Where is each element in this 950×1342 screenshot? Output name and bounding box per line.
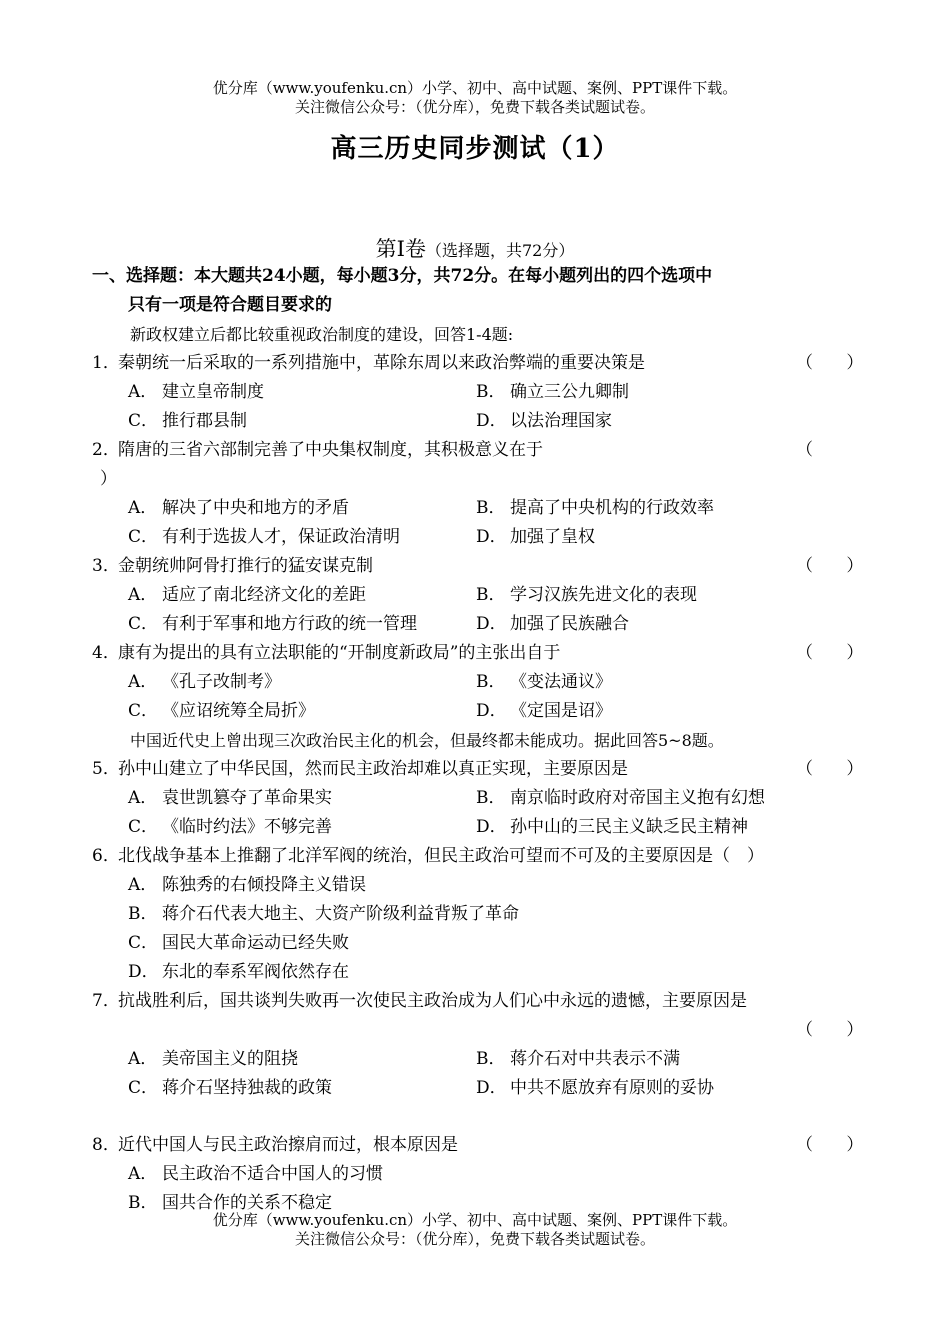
option-row (92, 871, 852, 900)
option-row (92, 929, 852, 958)
question-6 (92, 842, 852, 871)
header-line-2: 关注微信公众号：（优分库），免费下载各类试题试卷。 (294, 98, 655, 116)
option-a[interactable]: A． 适应了南北经济文化的差距 (128, 585, 366, 605)
option-b[interactable]: B． 确立三公九卿制 (476, 382, 629, 402)
question-number: 2． (92, 440, 120, 460)
answer-blank[interactable]: （ ） (796, 353, 878, 373)
option-c[interactable]: C． 国民大革命运动已经失败 (128, 933, 349, 953)
question-number: 4． (92, 643, 120, 663)
question-4 (92, 639, 878, 668)
option-row (92, 813, 852, 842)
page-header (0, 79, 950, 117)
option-c[interactable]: C． 《应诏统筹全局折》 (128, 701, 315, 721)
option-row (92, 494, 852, 523)
answer-blank[interactable]: （ ） (796, 1020, 878, 1040)
option-b[interactable]: B． 国共合作的关系不稳定 (128, 1193, 332, 1213)
question-text: 康有为提出的具有立法职能的“开制度新政局”的主张出自于 (118, 643, 561, 663)
answer-blank[interactable]: （ ） (796, 643, 878, 663)
option-a[interactable]: A． 民主政治不适合中国人的习惯 (128, 1164, 383, 1184)
answer-blank-close[interactable]: ） (100, 469, 117, 489)
option-c[interactable]: C． 蒋介石坚持独裁的政策 (128, 1078, 332, 1098)
option-row (92, 407, 852, 436)
blank-spacer (92, 1103, 852, 1131)
question-number: 3． (92, 556, 120, 576)
option-row (92, 958, 852, 987)
option-a[interactable]: A． 建立皇帝制度 (128, 382, 264, 402)
question-number: 6． (92, 846, 120, 866)
option-row (92, 900, 852, 929)
part-heading-line-1: 一、选择题：本大题共24小题，每小题3分，共72分。在每小题列出的四个选项中 (92, 266, 713, 286)
question-1 (92, 349, 878, 378)
question-number: 8． (92, 1135, 120, 1155)
question-number: 5． (92, 759, 120, 779)
option-row (92, 523, 852, 552)
header-line-1: 优分库（www.youfenku.cn）小学、初中、高中试题、案例、PPT课件下载。 (212, 79, 738, 97)
option-a[interactable]: A． 解决了中央和地方的矛盾 (128, 498, 349, 518)
question-number: 1． (92, 353, 120, 373)
page-footer (0, 1211, 950, 1249)
question-text: 隋唐的三省六部制完善了中央集权制度，其积极意义在于 (118, 440, 543, 460)
question-8 (92, 1131, 878, 1160)
footer-line-2: 关注微信公众号：（优分库），免费下载各类试题试卷。 (294, 1230, 655, 1248)
option-b[interactable]: B． 《变法通议》 (476, 672, 612, 692)
option-a[interactable]: A． 《孔子改制考》 (128, 672, 281, 692)
option-c[interactable]: C． 《临时约法》不够完善 (128, 817, 332, 837)
option-d[interactable]: D． 中共不愿放弃有原则的妥协 (476, 1078, 714, 1098)
question-text: 抗战胜利后，国共谈判失败再一次使民主政治成为人们心中永远的遗憾，主要原因是 (118, 991, 747, 1011)
question-text: 近代中国人与民主政治擦肩而过，根本原因是 (118, 1135, 458, 1155)
option-row (92, 610, 852, 639)
option-row (92, 668, 852, 697)
question-text: 北伐战争基本上推翻了北洋军阀的统治，但民主政治可望而不可及的主要原因是（ ） (118, 846, 764, 866)
option-row (92, 378, 852, 407)
option-d[interactable]: D． 《定国是诏》 (476, 701, 612, 721)
section-main: 第Ⅰ卷 (375, 237, 426, 261)
question-5 (92, 755, 878, 784)
option-a[interactable]: A． 陈独秀的右倾投降主义错误 (128, 875, 366, 895)
question-7 (92, 987, 852, 1016)
part-heading-line-2: 只有一项是符合题目要求的 (128, 295, 332, 315)
option-d[interactable]: D． 东北的奉系军阀依然存在 (128, 962, 349, 982)
question-2 (92, 436, 852, 465)
option-c[interactable]: C． 有利于选拔人才，保证政治清明 (128, 527, 400, 547)
answer-blank[interactable]: （ ） (796, 759, 878, 779)
question-text: 孙中山建立了中华民国，然而民主政治却难以真正实现，主要原因是 (118, 759, 628, 779)
option-row (92, 1160, 852, 1189)
intro-text-1: 新政权建立后都比较重视政治制度的建设，回答1-4题: (130, 325, 514, 344)
option-b[interactable]: B． 南京临时政府对帝国主义抱有幻想 (476, 788, 765, 808)
option-b[interactable]: B． 学习汉族先进文化的表现 (476, 585, 697, 605)
option-c[interactable]: C． 推行郡县制 (128, 411, 247, 431)
option-b[interactable]: B． 蒋介石代表大地主、大资产阶级利益背叛了革命 (128, 904, 519, 924)
question-content (92, 262, 878, 1218)
option-d[interactable]: D． 孙中山的三民主义缺乏民主精神 (476, 817, 748, 837)
option-b[interactable]: B． 蒋介石对中共表示不满 (476, 1049, 680, 1069)
question-text: 金朝统帅阿骨打推行的猛安谋克制 (118, 556, 373, 576)
option-a[interactable]: A． 美帝国主义的阻挠 (128, 1049, 298, 1069)
option-row (92, 581, 852, 610)
exam-title: 高三历史同步测试（1） (330, 134, 620, 164)
question-3 (92, 552, 878, 581)
option-a[interactable]: A． 袁世凯篡夺了革命果实 (128, 788, 332, 808)
section-title (0, 233, 950, 263)
footer-line-1: 优分库（www.youfenku.cn）小学、初中、高中试题、案例、PPT课件下载。 (212, 1211, 738, 1229)
question-number: 7． (92, 991, 120, 1011)
option-row (92, 784, 852, 813)
option-c[interactable]: C． 有利于军事和地方行政的统一管理 (128, 614, 417, 634)
answer-blank-close-line (92, 465, 852, 494)
answer-blank-line (92, 1016, 878, 1045)
option-b[interactable]: B． 提高了中央机构的行政效率 (476, 498, 714, 518)
section-sub: （选择题，共72分） (425, 241, 575, 260)
option-d[interactable]: D． 加强了皇权 (476, 527, 595, 547)
option-row (92, 1045, 852, 1074)
intro-text-2: 中国近代史上曾出现三次政治民主化的机会，但最终都未能成功。据此回答5~8题。 (130, 731, 724, 750)
option-d[interactable]: D． 以法治理国家 (476, 411, 612, 431)
answer-blank[interactable]: （ ） (796, 556, 878, 576)
option-row (92, 1074, 852, 1103)
answer-blank-open[interactable]: （ (796, 440, 827, 460)
option-row (92, 697, 852, 726)
answer-blank[interactable]: （ ） (796, 1135, 878, 1155)
option-d[interactable]: D． 加强了民族融合 (476, 614, 629, 634)
question-text: 秦朝统一后采取的一系列措施中，革除东周以来政治弊端的重要决策是 (118, 353, 645, 373)
